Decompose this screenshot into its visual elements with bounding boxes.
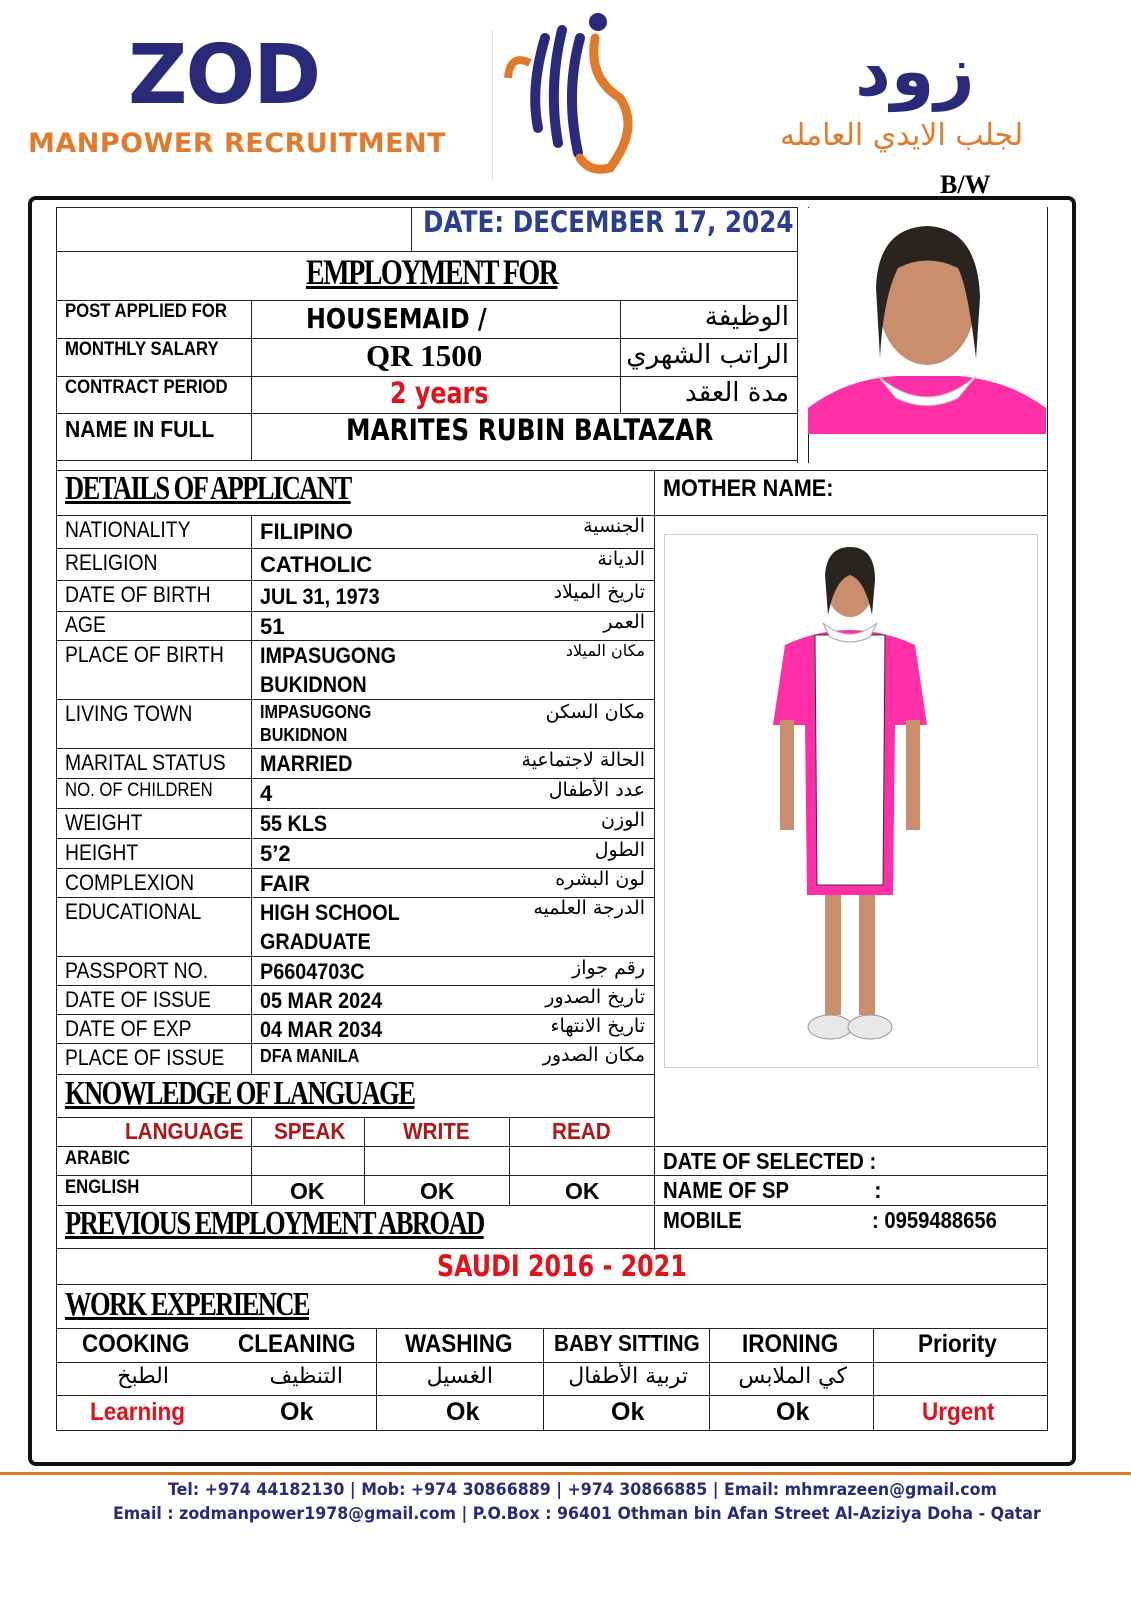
detail-value: P6604703C (260, 959, 365, 984)
detail-value: FILIPINO (260, 519, 353, 544)
skill-ironing-arabic: كي الملابس (738, 1364, 847, 1389)
detail-arabic: الحالة لاجتماعية (521, 749, 645, 771)
skill-cleaning-arabic: التنظيف (269, 1364, 343, 1389)
arabic-subtitle: لجلب الايدي العامله (780, 118, 1024, 153)
detail-arabic: مكان الميلاد (565, 641, 645, 660)
salary-label: MONTHLY SALARY (65, 339, 219, 360)
detail-value: 55 KLS (260, 811, 328, 836)
footer-divider (0, 1472, 1131, 1475)
skill-cleaning: CLEANING (238, 1330, 356, 1358)
language-title: KNOWLEDGE OF LANGUAGE (65, 1075, 415, 1112)
language-row-arabic: ARABIC (65, 1148, 131, 1169)
previous-employment-title: PREVIOUS EMPLOYMENT ABROAD (65, 1205, 484, 1242)
lang-header-language: LANGUAGE (125, 1118, 244, 1144)
contract-arabic: مدة العقد (685, 378, 789, 408)
lang-header-read: READ (552, 1118, 611, 1144)
detail-value: CATHOLIC (260, 552, 373, 577)
detail-arabic: لون البشره (555, 868, 645, 890)
detail-value: JUL 31, 1973 (260, 584, 380, 609)
detail-value-line2: GRADUATE (260, 929, 371, 954)
lang-header-write: WRITE (403, 1118, 470, 1144)
language-row-english: ENGLISH (65, 1177, 140, 1198)
detail-label: RELIGION (65, 550, 158, 575)
employment-title: EMPLOYMENT FOR (306, 252, 558, 292)
salary-arabic: الراتب الشهري (626, 340, 789, 370)
detail-arabic: رقم جواز (572, 957, 645, 979)
detail-value: HIGH SCHOOL (260, 900, 400, 925)
detail-arabic: تاريخ الصدور (545, 986, 645, 1008)
post-value: HOUSEMAID / (306, 302, 487, 335)
skill-cooking-arabic: الطبخ (117, 1364, 169, 1389)
footer-contact-line2: Email : zodmanpower1978@gmail.com | P.O.Box : 96401 Othman bin Afan Street Al-Aziziya Doha - Qatar (113, 1504, 1041, 1524)
skill-baby-sitting-arabic: تربية الأطفال (568, 1364, 688, 1389)
skill-washing-level: Ok (446, 1398, 480, 1426)
english-speak: OK (290, 1178, 325, 1204)
contract-value: 2 years (390, 376, 489, 410)
detail-value: 51 (260, 614, 285, 639)
skill-ironing: IRONING (742, 1330, 839, 1358)
salary-value: QR 1500 (366, 338, 483, 373)
detail-label: PLACE OF BIRTH (65, 642, 224, 667)
detail-label: DATE OF BIRTH (65, 582, 211, 607)
arabic-brand: زود (855, 30, 975, 112)
detail-value: 4 (260, 781, 273, 806)
name-value: MARITES RUBIN BALTAZAR (346, 413, 714, 447)
detail-label: NO. OF CHILDREN (65, 780, 213, 801)
detail-label: DATE OF EXP (65, 1016, 192, 1041)
applicant-full-body-photo (664, 534, 1038, 1068)
detail-arabic: تاريخ الانتهاء (550, 1015, 645, 1037)
detail-value-line2: BUKIDNON (260, 672, 367, 697)
priority-level: Urgent (922, 1398, 995, 1426)
detail-label: HEIGHT (65, 840, 139, 865)
detail-label: PLACE OF ISSUE (65, 1045, 225, 1070)
detail-label: LIVING TOWN (65, 701, 193, 726)
post-arabic: الوظيفة (704, 302, 789, 332)
skill-baby-sitting: BABY SITTING (554, 1330, 700, 1356)
detail-label: WEIGHT (65, 810, 143, 835)
brand-mark-icon (500, 8, 640, 178)
skill-washing-arabic: الغسيل (426, 1364, 493, 1389)
post-label: POST APPLIED FOR (65, 301, 227, 322)
details-title: DETAILS OF APPLICANT (65, 470, 351, 507)
skill-ironing-level: Ok (776, 1398, 810, 1426)
detail-value: IMPASUGONG (260, 702, 372, 722)
detail-arabic: الوزن (600, 809, 645, 831)
detail-arabic: الجنسية (583, 515, 645, 537)
mother-name-label: MOTHER NAME: (663, 475, 834, 502)
brand-subtitle: MANPOWER RECRUITMENT (28, 128, 447, 159)
detail-value: 05 MAR 2024 (260, 988, 383, 1013)
detail-label: DATE OF ISSUE (65, 987, 211, 1012)
applicant-portrait-photo (808, 208, 1046, 434)
detail-label: NATIONALITY (65, 517, 191, 542)
detail-arabic: مكان السكن (545, 701, 645, 723)
detail-value-line2: BUKIDNON (260, 725, 348, 745)
detail-value: 04 MAR 2034 (260, 1017, 383, 1042)
detail-label: PASSPORT NO. (65, 958, 209, 983)
detail-value: DFA MANILA (260, 1046, 360, 1066)
skill-priority: Priority (918, 1330, 997, 1358)
sp-name-label: NAME OF SP (663, 1177, 789, 1203)
bw-label: B/W (940, 170, 991, 199)
detail-value: FAIR (260, 871, 311, 896)
name-label: NAME IN FULL (65, 416, 215, 442)
mobile-label: MOBILE (663, 1207, 742, 1233)
footer-contact-line1: Tel: +974 44182130 | Mob: +974 30866889 | +974 30866885 | Email: mhmrazeen@gmail.com (168, 1480, 998, 1500)
lang-header-speak: SPEAK (274, 1118, 346, 1144)
skill-cooking-level: Learning (90, 1398, 186, 1426)
detail-value: 5’2 (260, 841, 291, 866)
detail-arabic: مكان الصدور (542, 1044, 645, 1066)
detail-arabic: تاريخ الميلاد (553, 581, 645, 603)
detail-value: IMPASUGONG (260, 643, 397, 668)
skill-washing: WASHING (405, 1330, 513, 1358)
detail-arabic: عدد الأطفال (548, 779, 645, 801)
skill-cleaning-level: Ok (280, 1398, 314, 1426)
header-divider (492, 30, 493, 180)
contract-label: CONTRACT PERIOD (65, 377, 228, 398)
detail-arabic: الطول (594, 839, 645, 861)
detail-label: EDUCATIONAL (65, 899, 202, 924)
detail-arabic: الديانة (597, 548, 645, 570)
document-date: DATE: DECEMBER 17, 2024 (423, 205, 794, 239)
detail-label: AGE (65, 612, 106, 637)
english-write: OK (420, 1178, 455, 1204)
sp-name-colon: : (874, 1177, 882, 1203)
detail-arabic: العمر (603, 611, 645, 633)
work-experience-title: WORK EXPERIENCE (65, 1286, 310, 1323)
mobile-value: : 0959488656 (872, 1207, 997, 1233)
detail-label: COMPLEXION (65, 870, 195, 895)
brand-logo-text: ZOD (128, 28, 320, 123)
detail-value: MARRIED (260, 751, 353, 776)
previous-employment-value: SAUDI 2016 - 2021 (437, 1249, 687, 1283)
date-selected-label: DATE OF SELECTED : (663, 1148, 877, 1174)
skill-baby-sitting-level: Ok (611, 1398, 645, 1426)
english-read: OK (565, 1178, 600, 1204)
detail-label: MARITAL STATUS (65, 750, 226, 775)
skill-cooking: COOKING (82, 1330, 190, 1358)
detail-arabic: الدرجة العلميه (533, 897, 645, 919)
